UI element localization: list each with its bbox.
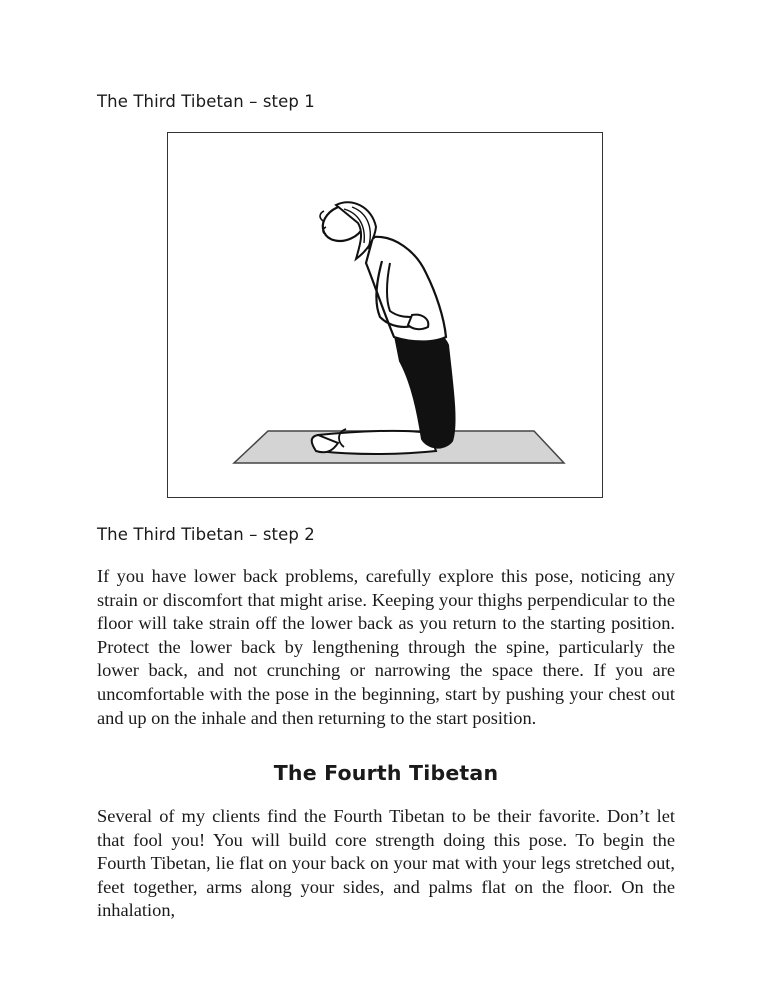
body-paragraph: If you have lower back problems, carefully explore this pose, noticing any strain or discomfort that might arise. Keeping your thighs perpendicular to the floor will take strain off the lower back as you return to the starting position. Protect the lower back by lengthening through the spine, particularly the lower back, and not crunching or narrowing the space there. If you are uncomfortable with the pose in the beginning, start by pushing your chest out and up on the inhale and then returning to the start position. — [97, 566, 675, 728]
section-heading: The Fourth Tibetan — [273, 761, 499, 785]
pants — [394, 328, 455, 448]
third-tibetan-illustration — [167, 132, 603, 498]
body-paragraph: Several of my clients find the Fourth Tibetan to be their favorite. Don’t let that fool you! You will build core strength doing this pose. To begin the Fourth Tibetan, lie flat on your back on your mat with your legs stretched out, feet together, arms along your sides, and palms flat on the floor. On the inhalation, — [97, 806, 675, 921]
figure-caption-step-2: The Third Tibetan – step 2 — [97, 525, 315, 544]
kneeling-backbend-icon — [168, 133, 601, 496]
hand — [408, 315, 428, 330]
figure-caption-step-1: The Third Tibetan – step 1 — [97, 92, 315, 111]
shirt — [366, 237, 446, 342]
